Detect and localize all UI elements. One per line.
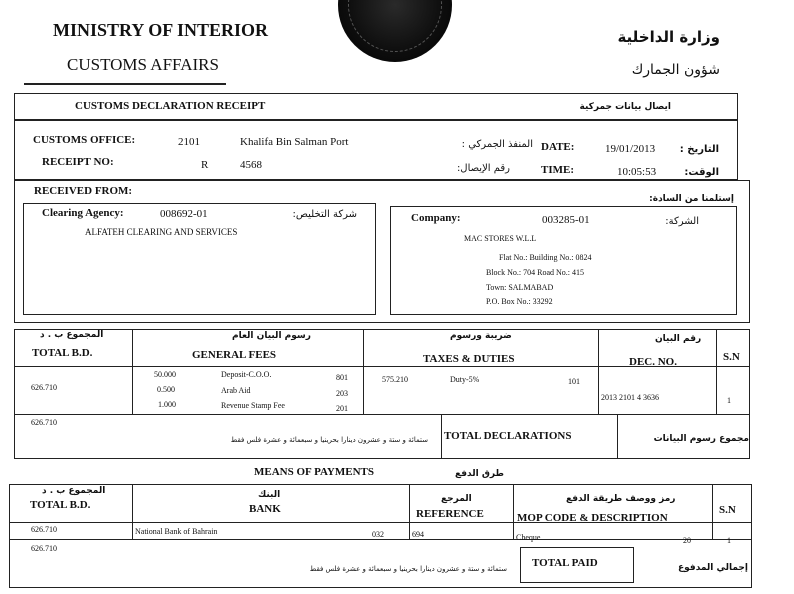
fee-amount-2: 0.500 <box>157 385 175 394</box>
company-name: MAC STORES W.L.L <box>464 234 537 243</box>
customs-office-code: 2101 <box>178 136 200 148</box>
payment-mop-code: 20 <box>683 536 691 545</box>
payment-mop-desc: Cheque <box>516 533 541 542</box>
fees-summary-divider-1 <box>441 414 442 459</box>
general-fees-header: GENERAL FEES <box>192 349 277 361</box>
payments-total-header-ar: المجموع ب . د <box>42 486 106 496</box>
receipt-no-label-ar: رقم الإيصال: <box>456 163 510 174</box>
time-label-ar: الوقت: <box>684 167 719 178</box>
mop-header-ar: رمز ووصف طريقة الدفع <box>566 494 676 504</box>
payment-row-total: 626.710 <box>31 525 57 534</box>
fees-col-divider-4 <box>716 329 717 414</box>
customs-office-label: CUSTOMS OFFICE: <box>33 134 136 146</box>
ministry-seal-emblem <box>338 0 452 62</box>
taxes-header-ar: ضريبة ورسوم <box>450 331 512 341</box>
customs-office-label-ar: المنفذ الجمركي : <box>461 139 533 150</box>
company-label: Company: <box>411 212 461 224</box>
fee-amount-1: 50.000 <box>154 370 176 379</box>
time-value: 10:05:53 <box>617 166 657 178</box>
payments-summary-words-ar: ستمائة و ستة و عشرون دينارا بحرينيا و سبعمائة و عشرة فلس فقط <box>309 565 507 573</box>
fee-desc-3: Revenue Stamp Fee <box>221 401 285 410</box>
fees-col-divider-1 <box>132 329 133 414</box>
customs-affairs-en: CUSTOMS AFFAIRS <box>67 55 219 74</box>
fee-code-1: 801 <box>336 373 348 382</box>
payments-sn-header: S.N <box>719 504 736 516</box>
fee-code-3: 201 <box>336 404 348 413</box>
payment-row-sn: 1 <box>727 536 731 545</box>
payments-total-header: TOTAL B.D. <box>30 499 91 511</box>
tax-code: 101 <box>568 377 580 386</box>
bank-header: BANK <box>249 503 281 515</box>
receipt-title-en: CUSTOMS DECLARATION RECEIPT <box>75 100 266 112</box>
payments-col-divider-3 <box>513 484 514 539</box>
company-flat-building: Flat No.: Building No.: 0824 <box>499 253 592 262</box>
fees-summary-total: 626.710 <box>31 418 57 427</box>
ministry-title-en: MINISTRY OF INTERIOR <box>53 20 269 40</box>
fees-row-total: 626.710 <box>31 383 57 392</box>
payment-reference: 694 <box>412 530 424 539</box>
general-fees-header-ar: رسوم البيان العام <box>232 331 311 341</box>
header-rule <box>24 83 226 85</box>
clearing-agency-label: Clearing Agency: <box>42 207 124 219</box>
payments-summary-total: 626.710 <box>31 544 57 553</box>
date-value: 19/01/2013 <box>605 143 656 155</box>
dec-no-value: 2013 2101 4 3636 <box>601 393 659 402</box>
bank-header-ar: البنك <box>258 490 281 500</box>
fees-summary-words-ar: ستمائة و ستة و عشرون دينارا بحرينيا و سبعمائة و عشرة فلس فقط <box>230 436 428 444</box>
taxes-header: TAXES & DUTIES <box>423 353 515 365</box>
payments-row-divider <box>9 539 752 540</box>
date-label-ar: التاريخ : <box>679 144 719 155</box>
receipt-no-label: RECEIPT NO: <box>42 156 114 168</box>
fees-col-divider-3 <box>598 329 599 414</box>
payments-col-divider-4 <box>712 484 713 539</box>
received-from-label: RECEIVED FROM: <box>34 185 133 197</box>
total-declarations-label: TOTAL DECLARATIONS <box>444 430 572 442</box>
payments-col-divider-2 <box>409 484 410 539</box>
clearing-agency-name: ALFATEH CLEARING AND SERVICES <box>85 227 238 237</box>
fee-desc-2: Arab Aid <box>221 386 251 395</box>
fees-row-divider <box>14 414 750 415</box>
fees-row-sn: 1 <box>727 396 731 405</box>
tax-desc: Duty-5% <box>450 375 480 384</box>
reference-header: REFERENCE <box>416 508 484 520</box>
fees-total-header-ar: المجموع ب . د <box>40 330 104 340</box>
receipt-title-ar: ايصال بيانات جمركية <box>579 102 671 112</box>
fees-summary-divider-2 <box>617 414 618 459</box>
means-of-payments-title-ar: طرق الدفع <box>455 469 504 479</box>
customs-affairs-ar: شؤون الجمارك <box>631 62 720 78</box>
means-of-payments-title: MEANS OF PAYMENTS <box>254 466 374 478</box>
fee-code-2: 203 <box>336 389 348 398</box>
payment-bank-name: National Bank of Bahrain <box>135 527 218 536</box>
ministry-title-ar: وزارة الداخلية <box>617 28 720 46</box>
time-label: TIME: <box>541 164 574 176</box>
tax-amount: 575.210 <box>382 375 408 384</box>
clearing-agency-label-ar: شركة التخليص: <box>292 209 357 220</box>
total-paid-label: TOTAL PAID <box>532 557 598 569</box>
fees-total-header: TOTAL B.D. <box>32 347 93 359</box>
total-declarations-label-ar: مجموع رسوم البيانات <box>653 434 749 444</box>
fee-amount-3: 1.000 <box>158 400 176 409</box>
payment-bank-code: 032 <box>372 530 384 539</box>
payments-col-divider-1 <box>132 484 133 539</box>
receipt-number: 4568 <box>240 159 262 171</box>
company-code: 003285-01 <box>542 214 590 226</box>
dec-no-header-ar: رقم البيان <box>655 334 702 344</box>
company-label-ar: الشركة: <box>665 216 699 227</box>
fee-desc-1: Deposit-C.O.O. <box>221 370 272 379</box>
fees-col-divider-2 <box>363 329 364 414</box>
customs-office-name: Khalifa Bin Salman Port <box>240 136 349 148</box>
company-po-box: P.O. Box No.: 33292 <box>486 297 553 306</box>
mop-header: MOP CODE & DESCRIPTION <box>517 512 668 524</box>
date-label: DATE: <box>541 141 575 153</box>
total-paid-label-ar: إجمالي المدفوع <box>678 563 748 573</box>
received-from-label-ar: إستلمنا من السادة: <box>649 194 734 204</box>
clearing-agency-code: 008692-01 <box>160 208 208 220</box>
company-town: Town: SALMABAD <box>486 283 554 292</box>
fees-sn-header: S.N <box>723 351 740 363</box>
receipt-prefix: R <box>201 159 209 171</box>
company-block-road: Block No.: 704 Road No.: 415 <box>486 268 584 277</box>
dec-no-header: DEC. NO. <box>629 356 677 368</box>
reference-header-ar: المرجع <box>441 494 472 504</box>
